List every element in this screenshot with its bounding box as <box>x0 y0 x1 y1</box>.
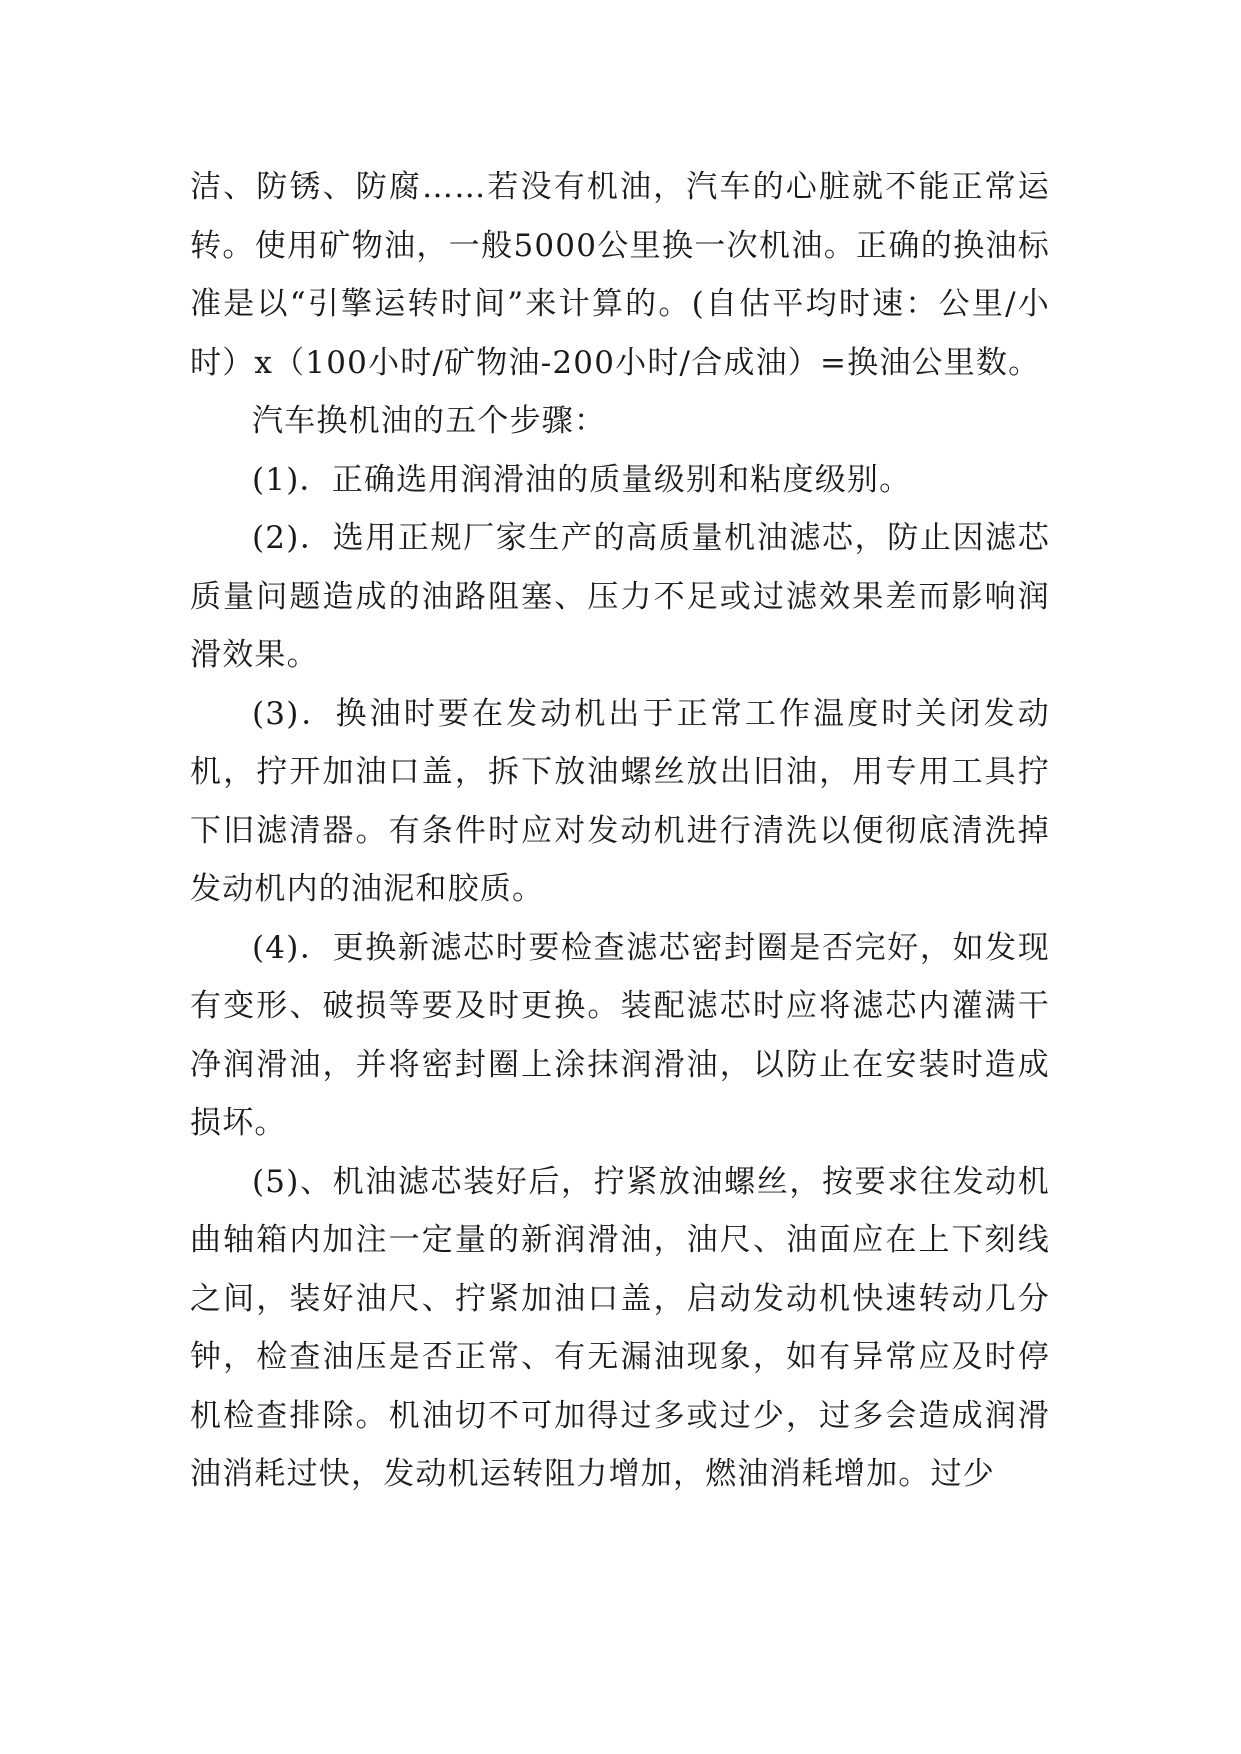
paragraph-step-4: (4)．更换新滤芯时要检查滤芯密封圈是否完好，如发现有变形、破损等要及时更换。装配滤芯时应将滤芯内灌满干净润滑油，并将密封圈上涂抹润滑油，以防止在安装时造成损坏。 <box>190 929 1050 1141</box>
paragraph-step-1: (1)．正确选用润滑油的质量级别和粘度级别。 <box>252 461 912 498</box>
paragraph-step-3: (3)．换油时要在发动机出于正常工作温度时关闭发动机，拧开加油口盖，拆下放油螺丝放出旧油，用专用工具拧下旧滤清器。有条件时应对发动机进行清洗以便彻底清洗掉发动机内的油泥和胶质。 <box>190 695 1050 907</box>
paragraph-oil-function: 洁、防锈、防腐……若没有机油，汽车的心脏就不能正常运转。使用矿物油，一般5000公里换一次机油。正确的换油标准是以“引擎运转时间”来计算的。(自估平均时速：公里/小时）x（100小时/矿物油-200小时/合成油）=换油公里数。 <box>190 169 1050 381</box>
paragraph-step-2: (2)．选用正规厂家生产的高质量机油滤芯，防止因滤芯质量问题造成的油路阻塞、压力不足或过滤效果差而影响润滑效果。 <box>190 520 1050 673</box>
paragraph-steps-heading: 汽车换机油的五个步骤： <box>252 403 607 439</box>
document-body <box>190 158 1050 1504</box>
paragraph-step-5: (5)、机油滤芯装好后，拧紧放油螺丝，按要求往发动机曲轴箱内加注一定量的新润滑油，油尺、油面应在上下刻线之间，装好油尺、拧紧加油口盖，启动发动机快速转动几分钟，检查油压是否正常、有无漏油现象，如有异常应及时停机检查排除。机油切不可加得过多或过少，过多会造成润滑油消耗过快，发动机运转阻力增加，燃油消耗增加。过少 <box>190 1163 1050 1492</box>
